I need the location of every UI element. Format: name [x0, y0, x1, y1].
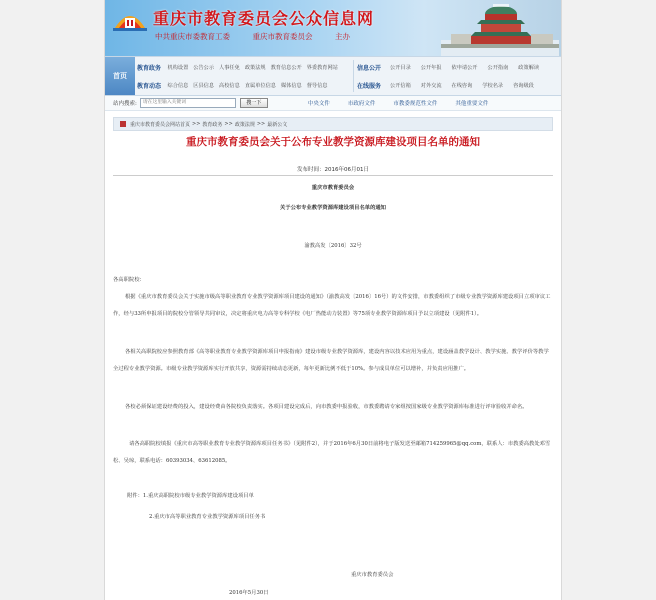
- nav-item[interactable]: 公开信箱: [390, 82, 411, 89]
- nav-item[interactable]: 对外交流: [420, 82, 442, 89]
- salutation: 各高职院校：: [113, 277, 145, 283]
- nav-heading-edu-news[interactable]: 教育动态: [137, 82, 162, 90]
- nav-item[interactable]: 学校名录: [482, 82, 504, 89]
- nav-item[interactable]: 人事任免: [219, 64, 240, 71]
- quick-link-central-docs[interactable]: 中央文件: [307, 101, 330, 107]
- search-input[interactable]: [140, 98, 236, 108]
- breadcrumb: [113, 117, 553, 131]
- nav-row-online-service: [357, 76, 539, 94]
- nav-item[interactable]: 公开指南: [487, 64, 509, 71]
- article-title: 重庆市教育委员会关于公布专业教学资源库建设项目名单的通知: [186, 136, 480, 148]
- document-number: 渝教高发〔2016〕32号: [304, 243, 362, 249]
- attachment-2[interactable]: 2.重庆市高等职业教育专业教学资源库项目任务书: [149, 514, 266, 520]
- breadcrumb-item[interactable]: 重庆市教育委员会网站首页: [130, 121, 191, 128]
- page-container: [104, 0, 562, 600]
- breadcrumb-separator: >>: [256, 121, 266, 127]
- site-banner: [105, 0, 561, 56]
- nav-heading-gov-affairs[interactable]: 教育政务: [137, 64, 162, 72]
- nav-item[interactable]: 政策法规: [244, 64, 266, 71]
- paragraph-2: 各相关高职院校应参照教育部《高等职业教育专业教学资源库项目申报指南》建设市级专业教学资源库，建设内容以技术应用为重点，建设涵盖教学设计、教学实施、教学评价等教学全过程专业教学资源。市级专业教学资源库实行开放共享，资源需持续动态更新，每年更新比例不低于10%。参与成员单位可以增补，并负责应用推广。: [113, 349, 549, 372]
- attachment-1[interactable]: 附件：1.重庆高职院校市级专业教学资源库建设项目单: [127, 493, 254, 499]
- issuer-heading: 重庆市教育委员会: [311, 185, 355, 191]
- nav-heading-online-service[interactable]: 在线服务: [357, 82, 382, 90]
- nav-divider: [353, 60, 354, 92]
- site-title: 重庆市教育委员会公众信息网: [153, 9, 375, 28]
- nav-item[interactable]: 综合信息: [167, 82, 189, 89]
- great-hall-building-icon: [441, 2, 559, 56]
- signature: 重庆市教育委员会: [351, 572, 394, 578]
- breadcrumb-separator: >>: [192, 121, 201, 127]
- nav-item[interactable]: 公告公示: [193, 64, 215, 71]
- quick-link-normative-docs[interactable]: 市教委规范性文件: [393, 101, 438, 107]
- search-button[interactable]: 搜一下: [240, 98, 268, 108]
- search-label: 站内搜索:: [113, 101, 137, 107]
- paragraph-3: 各校必须保证建设经费的投入，建设经费由各院校负责落实。各项目建设完成后，向市教委申报验收，市教委聘请专家组按国家级专业教学资源库标准进行评审验收并命名。: [125, 404, 528, 410]
- publish-date: 发布时间：2016年06月01日: [297, 167, 369, 173]
- emblem-logo-icon: [113, 6, 147, 32]
- search-bar: [105, 96, 561, 111]
- main-navigation: [105, 56, 561, 96]
- nav-item[interactable]: 界委教育网站: [306, 64, 338, 71]
- quick-link-other-docs[interactable]: 其他重要文件: [455, 101, 489, 107]
- breadcrumb-item[interactable]: 教育政务: [202, 121, 223, 128]
- nav-item[interactable]: 公开年报: [420, 64, 442, 71]
- title-divider: [113, 175, 553, 176]
- home-icon: [120, 121, 126, 127]
- breadcrumb-item[interactable]: 最新公文: [267, 121, 288, 128]
- breadcrumb-item[interactable]: 政策法规: [234, 121, 255, 128]
- nav-item[interactable]: 依申请公开: [451, 64, 478, 71]
- nav-item[interactable]: 高校信息: [219, 82, 240, 89]
- nav-item[interactable]: 区县信息: [193, 82, 215, 89]
- nav-item[interactable]: 媒体信息: [280, 82, 302, 89]
- nav-item[interactable]: 机构设置: [167, 64, 189, 71]
- nav-item[interactable]: 教育信息公开: [270, 64, 302, 71]
- nav-item[interactable]: 在线咨询: [451, 82, 473, 89]
- nav-item[interactable]: 咨询级段: [513, 82, 534, 89]
- signature-date: 2016年5月30日: [229, 590, 269, 596]
- breadcrumb-separator: >>: [224, 121, 233, 127]
- quick-link-municipal-docs[interactable]: 市政府文件: [347, 101, 376, 107]
- nav-heading-info-disclosure[interactable]: 信息公开: [357, 64, 382, 72]
- paragraph-4: 请各高职院校填报《重庆市高等职业教育专业教学资源库项目任务书》（见附件2），并于2016年6月30日前将电子版发送至邮箱714259965@qq.com，联系人：市教委高教处邓雪松、吴琼，联系电话：60393034、63612085。: [113, 441, 551, 464]
- nav-item[interactable]: 督导信息: [306, 82, 328, 89]
- paragraph-1: 根据《重庆市教育委员会关于实施市级高等职业教育专业教学资源库项目建设的通知》（渝教高发〔2016〕16号）的文件安排，市教委组织了市级专业教学资源库建设项目立项审议工作，经与33所申报项目的院校分管领导共同审议，决定将重庆电力高等专科学校《电厂热能动力装置》等75项专业教学资源库项目予以立项建设（见附件1）。: [113, 294, 551, 317]
- nav-row-gov-affairs: [137, 58, 340, 76]
- nav-row-edu-news: [137, 76, 330, 94]
- nav-row-info-disclosure: [357, 58, 544, 76]
- site-sponsor: 中共重庆市委教育工委 重庆市教育委员会 主办: [155, 32, 350, 41]
- nav-item[interactable]: 公开目录: [390, 64, 411, 71]
- notice-subtitle: 关于公布专业教学资源库建设项目名单的通知: [280, 205, 386, 211]
- nav-item[interactable]: 直属单位信息: [244, 82, 276, 89]
- nav-home-button[interactable]: 首页: [105, 57, 135, 95]
- nav-item[interactable]: 政策解读: [518, 64, 540, 71]
